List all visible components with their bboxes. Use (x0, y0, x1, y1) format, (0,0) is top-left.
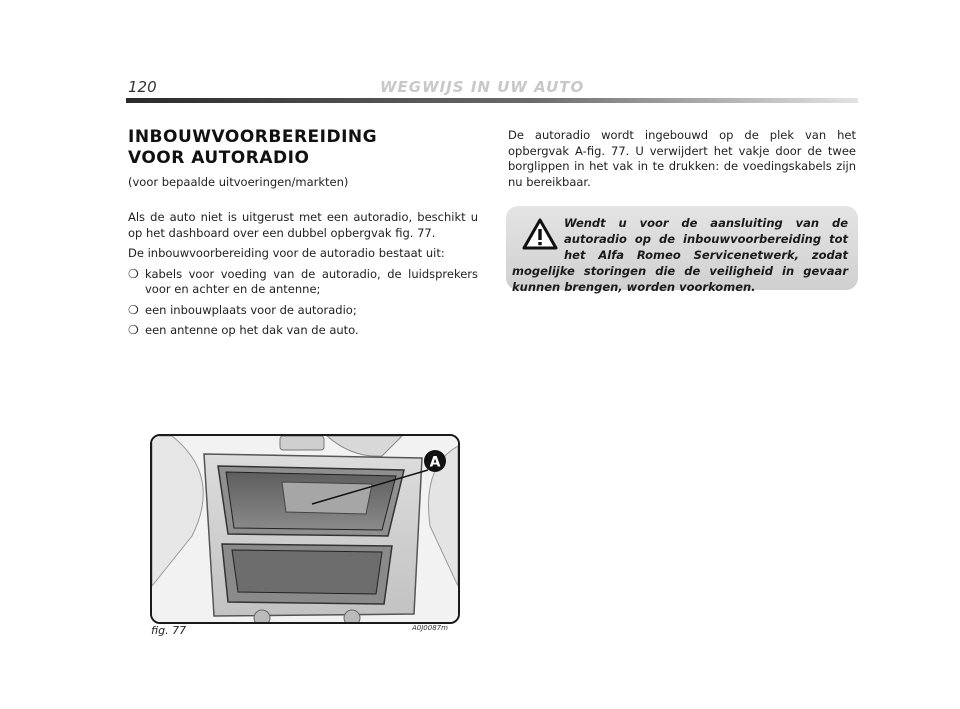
section-subtitle: (voor bepaalde uitvoeringen/markten) (128, 175, 349, 189)
list-item: ❍ een antenne op het dak van de auto. (128, 323, 359, 337)
installation-paragraph: De autoradio wordt ingebouwd op de plek van het opbergvak A-fig. 77. U verwijdert het vakje door de twee borglippen in het vak in te drukken: de voedingskabels zijn nu bereikbaar. (508, 128, 856, 189)
section-title (128, 127, 377, 169)
bullet-circle-icon: ❍ (128, 302, 139, 317)
components-paragraph: De inbouwvoorbereiding voor de autoradio bestaat uit: (128, 246, 445, 260)
figure-caption: fig. 77 (151, 624, 187, 637)
bullet-circle-icon: ❍ (128, 323, 139, 337)
figure-dashboard-storage (150, 434, 460, 624)
left-column (128, 210, 478, 344)
list-item: ❍ een inbouwplaats voor de autoradio; (128, 302, 357, 317)
bullet-circle-icon: ❍ (128, 266, 139, 281)
page-number: 120 (128, 78, 157, 96)
warning-text: Wendt u voor de aansluiting van de autoradio op de inbouwvoorbereiding tot het Alfa Romeo Servicenetwerk, zodat mogelijke storingen die de veiligheid in gevaar kunnen brengen, worden voorkomen. (512, 216, 848, 294)
section-title-line2: VOOR AUTORADIO (128, 148, 310, 168)
figure-code: A0J0087m (412, 624, 448, 632)
list-item: ❍ kabels voor voeding van de autoradio, de luidsprekers voor en achter en de antenne; (128, 266, 478, 296)
warning-text-block (512, 215, 848, 295)
intro-paragraph: Als de auto niet is uitgerust met een autoradio, beschikt u op het dashboard over een dubbel opbergvak fig. 77. (128, 210, 478, 240)
warning-box (506, 206, 858, 294)
section-title-line1: INBOUWVOORBEREIDING (128, 127, 378, 147)
figure-label-a: A (429, 454, 441, 471)
dashboard-illustration (152, 436, 458, 622)
header-divider (126, 98, 858, 103)
section-header-title: WEGWIJS IN UW AUTO (380, 78, 585, 96)
components-list (128, 267, 478, 339)
